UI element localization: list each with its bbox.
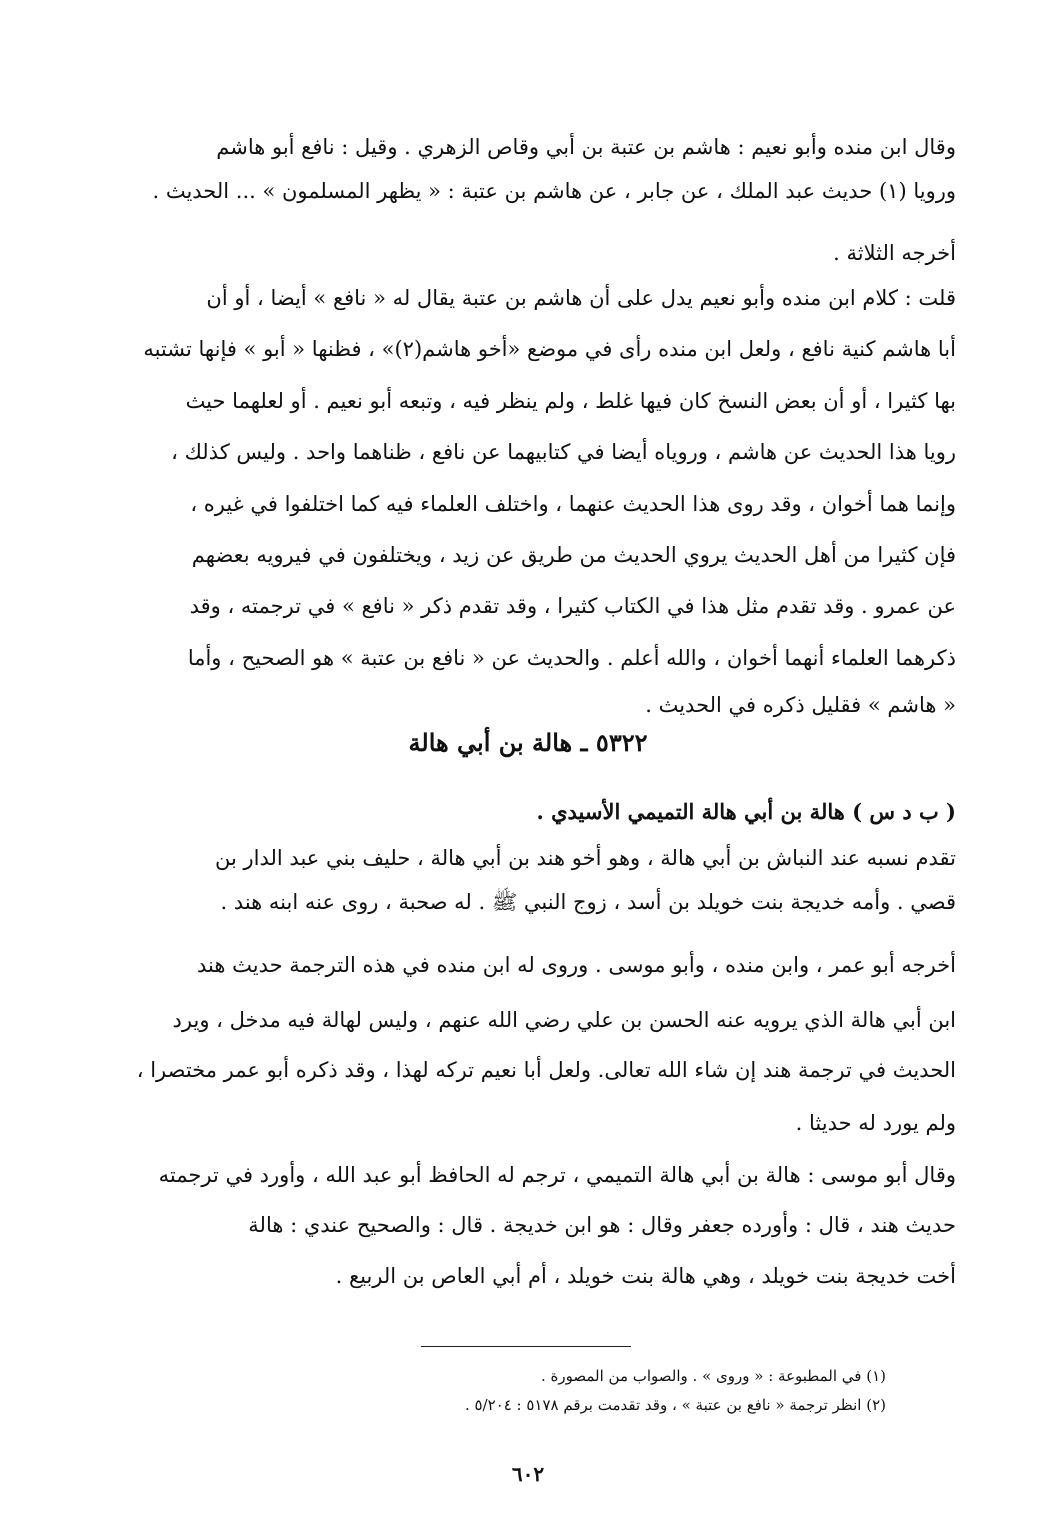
text-line: قلت : كلام ابن منده وأبو نعيم يدل على أن هاشم بن عتبة يقال له « نافع » أيضا ، أو أن	[206, 286, 956, 310]
text-line: الحديث في ترجمة هند إن شاء الله تعالى. ولعل أبا نعيم تركه لهذا ، وقد ذكره أبو عمر مختصرا ،	[136, 1058, 956, 1082]
text-line: تقدم نسبه عند النباش بن أبي هالة ، وهو أخو هند بن أبي هالة ، حليف بني عبد الدار بن	[215, 846, 956, 870]
text-line: بها كثيرا ، أو أن بعض النسخ كان فيها غلط ، ولم ينظر فيه ، وتبعه أبو نعيم . أو لعلهما حيث	[185, 389, 956, 413]
text-line: أخت خديجة بنت خويلد ، وهي هالة بنت خويلد ، أم أبي العاص بن الربيع .	[335, 1264, 956, 1288]
footnote: (١) في المطبوعة : « وروى » . والصواب من المصورة .	[540, 1367, 886, 1385]
text-line: قصي . وأمه خديجة بنت خويلد بن أسد ، زوج النبي ﷺ . له صحبة ، روى عنه ابنه هند .	[220, 890, 956, 914]
entry-heading: ٥٣٢٢ ـ هالة بن أبي هالة	[408, 728, 648, 757]
text-line: أخرجه أبو عمر ، وابن منده ، وأبو موسى . وروى له ابن منده في هذه الترجمة حديث هند	[197, 953, 956, 977]
text-line: رويا هذا الحديث عن هاشم ، وروياه أيضا في كتابيهما عن نافع ، ظناهما واحد . وليس كذلك ،	[171, 440, 956, 464]
text-line: ابن أبي هالة الذي يرويه عنه الحسن بن علي رضي الله عنهم ، وليس لهالة فيه مدخل ، ويرد	[172, 1008, 956, 1032]
footnote-divider	[421, 1346, 631, 1347]
page-number: ٦٠٢	[511, 1462, 545, 1486]
footnote: (٢) انظر ترجمة « نافع بن عتبة » ، وقد تقدمت برقم ٥١٧٨ : ٥/٢٠٤ .	[464, 1396, 886, 1414]
text-line: أبا هاشم كنية نافع ، ولعل ابن منده رأى في موضع «أخو هاشم(٢)» ، فظنها « أبو » فإنها تشتبه	[143, 337, 956, 361]
text-line: عن عمرو . وقد تقدم مثل هذا في الكتاب كثيرا ، وقد تقدم ذكر « نافع » في ترجمته ، وقد	[189, 594, 956, 618]
text-line: أخرجه الثلاثة .	[833, 241, 956, 265]
entry-title-line: ( ب د س ) هالة بن أبي هالة التميمي الأسيدي .	[536, 799, 956, 824]
text-line: فإن كثيرا من أهل الحديث يروي الحديث من طريق عن زيد ، ويختلفون في فيرويه بعضهم	[191, 543, 956, 567]
text-line: وإنما هما أخوان ، وقد روى هذا الحديث عنهما ، واختلف العلماء فيه كما اختلفوا في غيره ،	[190, 492, 956, 516]
text-line: ورويا (١) حديث عبد الملك ، عن جابر ، عن هاشم بن عتبة : « يظهر المسلمون » ... الحديث .	[152, 179, 956, 203]
text-line: ولم يورد له حديثا .	[795, 1111, 956, 1135]
text-line: وقال أبو موسى : هالة بن أبي هالة التميمي ، ترجم له الحافظ أبو عبد الله ، وأورد في ترجمته	[158, 1163, 956, 1187]
text-line: وقال ابن منده وأبو نعيم : هاشم بن عتبة بن أبي وقاص الزهري . وقيل : نافع أبو هاشم	[216, 135, 956, 159]
text-line: « هاشم » فقليل ذكره في الحديث .	[645, 693, 956, 717]
text-line: حديث هند ، قال : وأورده جعفر وقال : هو ابن خديجة . قال : والصحيح عندي : هالة	[248, 1213, 956, 1237]
text-line: ذكرهما العلماء أنهما أخوان ، والله أعلم . والحديث عن « نافع بن عتبة » هو الصحيح ، وأما	[187, 646, 956, 670]
